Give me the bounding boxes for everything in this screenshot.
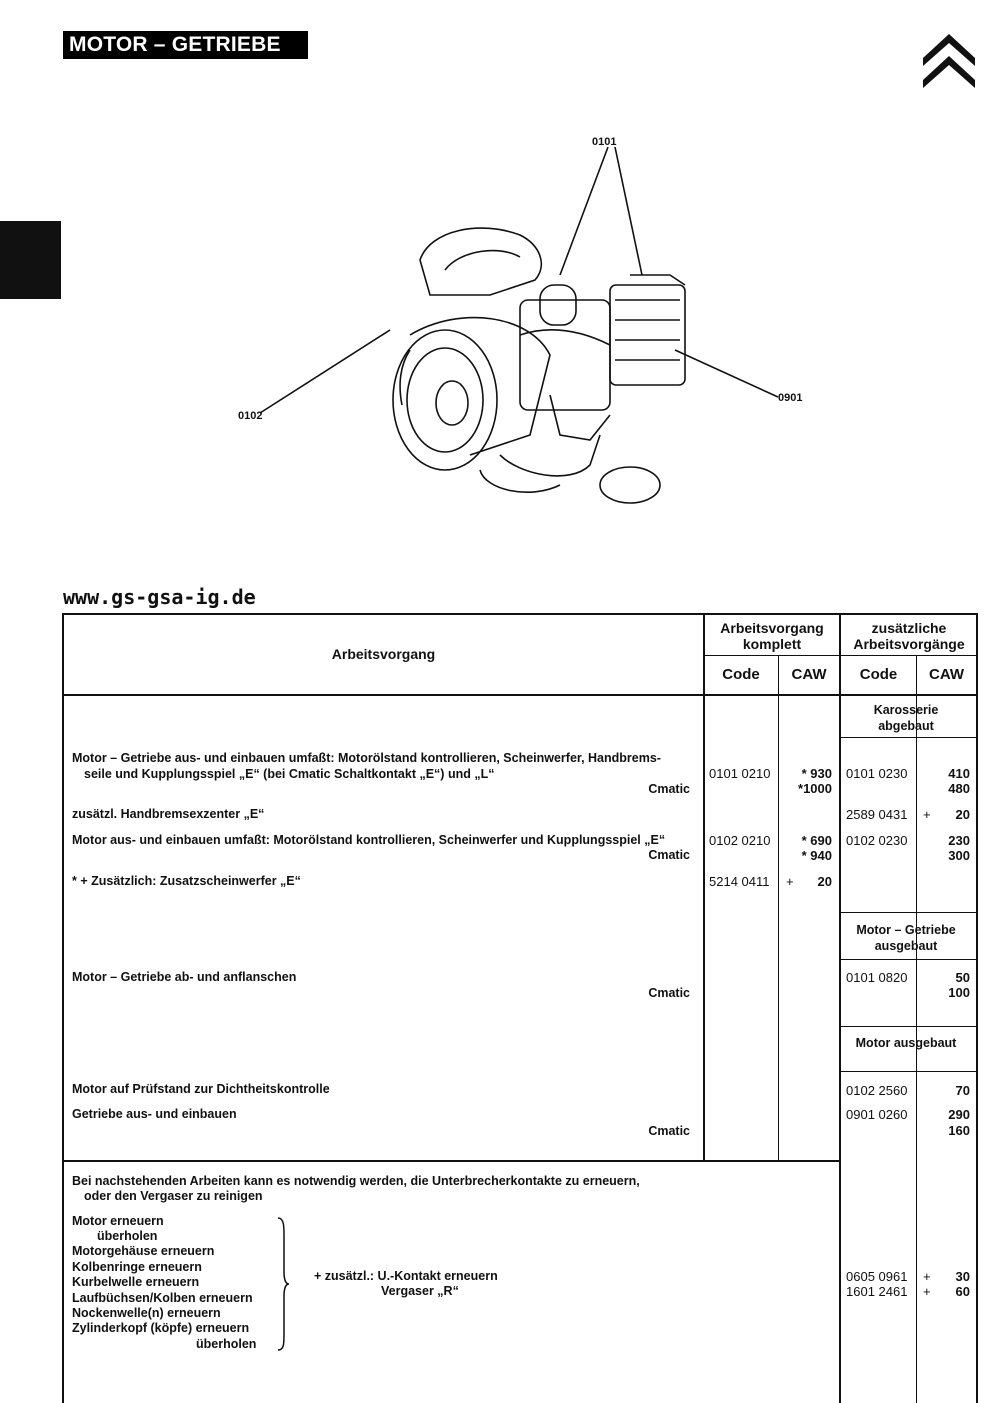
page-title: MOTOR – GETRIEBE xyxy=(63,31,308,59)
section-tab-marker xyxy=(0,221,61,299)
section-motor-getriebe: Motor – Getriebe ausgebaut xyxy=(856,923,956,953)
list-item: Zylinderkopf (köpfe) erneuern xyxy=(72,1321,250,1335)
header-add-code: Code xyxy=(859,666,898,683)
note-line-2: oder den Vergaser zu reinigen xyxy=(84,1189,263,1203)
section-motor: Motor ausgebaut xyxy=(855,1036,957,1050)
engine-gearbox-illustration xyxy=(230,135,810,515)
figure-label-0102: 0102 xyxy=(238,410,263,422)
brace-icon xyxy=(276,1216,290,1352)
list-item: Nockenwelle(n) erneuern xyxy=(72,1306,221,1320)
header-operation: Arbeitsvorgang xyxy=(331,646,436,662)
website-url[interactable]: www.gs-gsa-ig.de xyxy=(63,585,256,609)
section-karosserie: Karosserie abgebaut xyxy=(873,703,939,733)
list-item: Kolbenringe erneuern xyxy=(72,1260,202,1274)
figure-label-0901: 0901 xyxy=(778,392,803,404)
list-item: Motorgehäuse erneuern xyxy=(72,1244,215,1258)
extra-line-1: + zusätzl.: U.-Kontakt erneuern xyxy=(314,1269,498,1283)
header-caw: CAW xyxy=(791,666,827,683)
extra-line-2: Vergaser „R“ xyxy=(381,1284,459,1298)
header-complete: Arbeitsvorgang komplett xyxy=(720,620,824,652)
header-additional: zusätzliche Arbeitsvorgänge xyxy=(853,620,965,652)
list-item: Laufbüchsen/Kolben erneuern xyxy=(72,1291,253,1305)
list-item: überholen xyxy=(196,1337,257,1351)
list-item: Kurbelwelle erneuern xyxy=(72,1275,200,1289)
header-add-caw: CAW xyxy=(929,666,964,683)
list-item: Motor erneuern xyxy=(72,1214,164,1228)
note-line-1: Bei nachstehenden Arbeiten kann es notwendig werden, die Unterbrecherkontakte zu erneuern, xyxy=(72,1174,640,1188)
list-item: überholen xyxy=(97,1229,158,1243)
header-code: Code xyxy=(722,666,760,683)
citroen-double-chevron-icon xyxy=(920,28,978,88)
figure-label-0101: 0101 xyxy=(592,136,617,148)
